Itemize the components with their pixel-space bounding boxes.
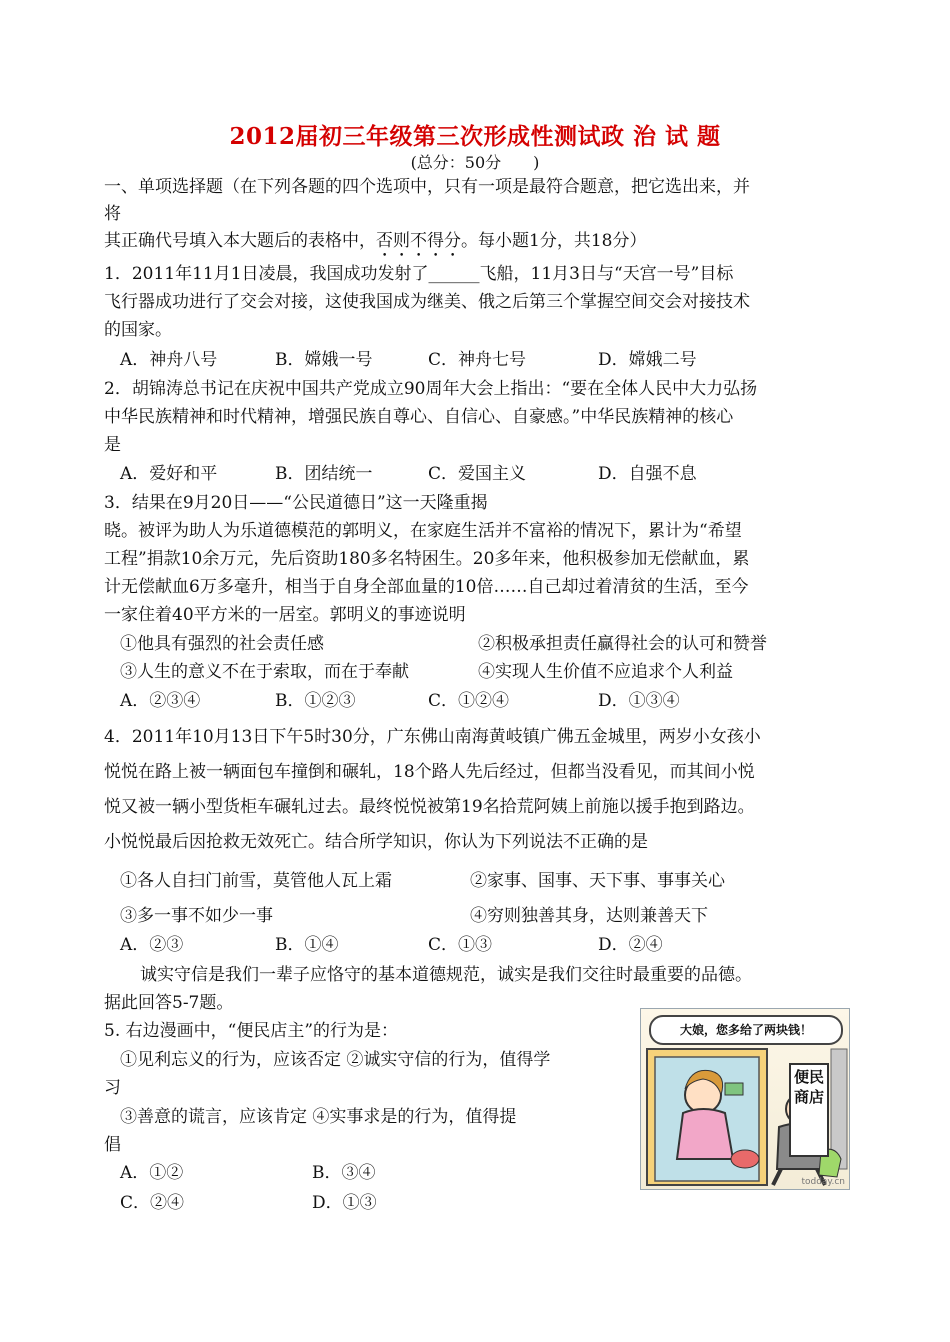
q3-option-a: A．②③④ [120, 691, 201, 711]
q3-line-3: 工程”捐款10余万元，先后资助180多名特困生。20多年来，他积极参加无偿献血，累 [104, 549, 750, 569]
page-subtitle: (总分：50分 ) [410, 153, 540, 172]
q2-line-1: 2．胡锦涛总书记在庆祝中国共产党成立90周年大会上指出：“要在全体人民中大力弘扬 [104, 379, 758, 399]
intro-line-1: 诚实守信是我们一辈子应恪守的基本道德规范，诚实是我们交往时最重要的品德。 [140, 965, 752, 985]
q5-statements-line-1-wrap: 习 [104, 1078, 121, 1098]
q2-option-d: D．自强不息 [598, 464, 697, 484]
q4-statement-1: ①各人自扫门前雪，莫管他人瓦上霜 [120, 871, 392, 891]
q1-option-a: A．神舟八号 [120, 350, 218, 370]
q5-statements-line-2: ③善意的谎言，应该肯定 ④实事求是的行为，值得提 [120, 1107, 517, 1127]
q5-statements-line-1: ①见利忘义的行为，应该否定 ②诚实守信的行为，值得学 [120, 1050, 551, 1070]
banknote [725, 1083, 743, 1095]
q5-option-c: C．②④ [120, 1193, 185, 1213]
section-heading-line-2: 将 [104, 204, 121, 224]
q1-option-d: D．嫦娥二号 [598, 350, 697, 370]
q3-statement-3: ③人生的意义不在于索取，而在于奉献 [120, 662, 409, 682]
q4-option-d: D．②④ [598, 935, 663, 955]
q1-line-3: 的国家。 [104, 320, 172, 340]
intro-line-2: 据此回答5-7题。 [104, 993, 234, 1013]
q3-line-4: 计无偿献血6万多毫升，相当于自身全部血量的10倍……自己却过着清贫的生活，至今 [104, 577, 749, 597]
q4-line-3: 悦又被一辆小型货柜车碾轧过去。最终悦悦被第19名拾荒阿姨上前施以援手抱到路边。 [104, 797, 755, 817]
section-heading-line-1: 一、单项选择题（在下列各题的四个选项中，只有一项是最符合题意，把它选出来，并 [104, 177, 750, 197]
q3-statement-1: ①他具有强烈的社会责任感 [120, 634, 324, 654]
q5-stem: 5. 右边漫画中，“便民店主”的行为是： [104, 1021, 399, 1041]
q2-option-b: B．团结统一 [275, 464, 373, 484]
q4-option-a: A．②③ [120, 935, 184, 955]
q4-statement-2: ②家事、国事、天下事、事事关心 [470, 871, 725, 891]
section-heading-line-3 [104, 228, 646, 261]
q4-statement-4: ④穷则独善其身，达则兼善天下 [470, 906, 708, 926]
section-heading-part-c: 。每小题1分，共18分） [461, 231, 647, 251]
q2-option-a: A．爱好和平 [120, 464, 218, 484]
q5-option-a: A．①② [120, 1163, 184, 1183]
speech-bubble: 大娘，您多给了两块钱！ [649, 1015, 843, 1045]
q2-option-c: C．爱国主义 [428, 464, 527, 484]
q3-option-d: D．①③④ [598, 691, 680, 711]
q2-line-2: 中华民族精神和时代精神，增强民族自尊心、自信心、自豪感。”中华民族精神的核心 [104, 407, 734, 427]
q3-line-1: 3．结果在9月20日——“公民道德日”这一天隆重揭 [104, 493, 488, 513]
q3-line-5: 一家住着40平方米的一居室。郭明义的事迹说明 [104, 605, 466, 625]
q4-line-2: 悦悦在路上被一辆面包车撞倒和碾轧，18个路人先后经过，但都当没看见，而其间小悦 [104, 762, 755, 782]
q3-statement-4: ④实现人生价值不应追求个人利益 [478, 662, 733, 682]
q1-line-2: 飞行器成功进行了交会对接，这使我国成为继美、俄之后第三个掌握空间交会对接技术 [104, 292, 750, 312]
q4-option-c: C．①③ [428, 935, 493, 955]
section-heading-emphasis: 否则不得分 [376, 231, 461, 251]
section-heading-part-a: 其正确代号填入本大题后的表格中， [104, 231, 376, 251]
q3-option-c: C．①②④ [428, 691, 510, 711]
q3-statement-2: ②积极承担责任赢得社会的认可和赞誉 [478, 634, 767, 654]
q4-line-4: 小悦悦最后因抢救无效死亡。结合所学知识，你认为下列说法不正确的是 [104, 832, 648, 852]
q4-line-1: 4．2011年10月13日下午5时30分，广东佛山南海黄岐镇广佛五金城里，两岁小女孩小 [104, 727, 761, 747]
q5-statements-line-2-wrap: 倡 [104, 1135, 121, 1155]
q3-option-b: B．①②③ [275, 691, 356, 711]
q3-line-2: 晓。被评为助人为乐道德模范的郭明义，在家庭生活并不富裕的情况下，累计为“希望 [104, 521, 742, 541]
q5-option-b: B．③④ [312, 1163, 376, 1183]
cartoon-watermark: todday.cn [801, 1177, 845, 1187]
shopping-bag [731, 1150, 759, 1168]
q4-option-b: B．①④ [275, 935, 339, 955]
shop-cartoon [640, 1008, 850, 1190]
q1-option-c: C．神舟七号 [428, 350, 527, 370]
q2-line-3: 是 [104, 435, 121, 455]
q1-option-b: B．嫦娥一号 [275, 350, 373, 370]
q4-statement-3: ③多一事不如少一事 [120, 906, 273, 926]
q1-line-1: 1．2011年11月1日凌晨，我国成功发射了______飞船，11月3日与“天宫一号”目标 [104, 264, 734, 284]
q5-option-d: D．①③ [312, 1193, 377, 1213]
shop-sign: 便民商店 [789, 1063, 829, 1157]
shopkeeper-body [677, 1109, 733, 1159]
page-title: 2012届初三年级第三次形成性测试政 治 试 题 [229, 123, 721, 150]
